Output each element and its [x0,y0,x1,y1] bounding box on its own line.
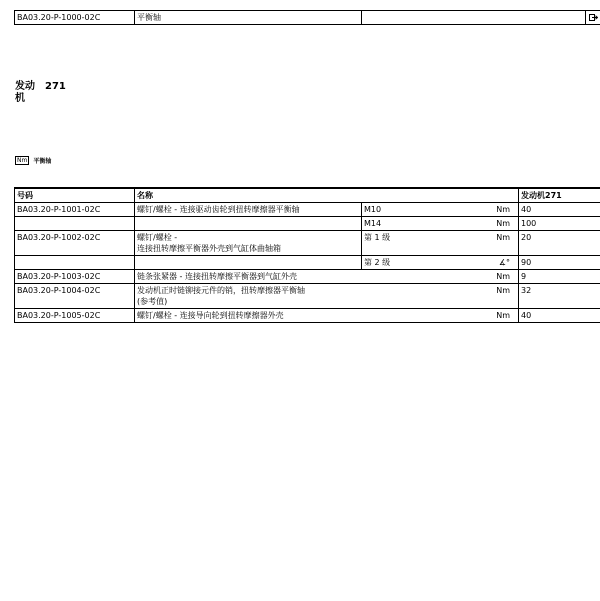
row-qualifier: 第 1 级 [362,231,457,256]
col-header-code: 号码 [15,188,135,203]
row-name-line1: 发动机正时链铆接元件的销，扭转摩擦器平衡轴 [137,286,305,295]
row-name-line2: (参考值) [137,297,168,306]
row-code[interactable]: BA03.20-P-1005-02C [15,309,135,323]
row-code[interactable]: BA03.20-P-1004-02C [15,284,135,309]
row-unit: Nm [457,231,519,256]
row-code[interactable]: BA03.20-P-1003-02C [15,270,135,284]
torque-nm-icon: Nm [17,157,28,164]
row-name [135,217,362,231]
row-code [15,256,135,270]
row-name-line2: 连接扭转摩擦平衡器外壳到气缸体曲轴箱 [137,244,281,253]
header-empty-cell [362,11,586,25]
row-code[interactable]: BA03.20-P-1002-02C [15,231,135,256]
row-value: 32 [519,284,600,309]
col-header-name: 名称 [135,188,519,203]
table-row [15,309,600,323]
row-value: 9 [519,270,600,284]
table-row [15,284,600,309]
engine-label: 发动 [15,81,35,92]
row-name-line1: 螺钉/螺栓 - [137,233,178,242]
table-row [15,217,600,231]
row-value: 20 [519,231,600,256]
table-row [15,256,600,270]
document-link-icon[interactable] [589,14,598,21]
section-title: 平衡轴 [33,158,52,165]
row-qualifier: 第 2 级 [362,256,457,270]
section-header [15,156,51,165]
table-row [15,203,600,217]
row-unit: Nm [457,270,519,284]
row-value: 40 [519,203,600,217]
row-unit: Nm [457,217,519,231]
col-header-engine: 发动机271 [519,188,600,203]
row-unit: Nm [457,203,519,217]
row-qualifier: M10 [362,203,457,217]
row-qualifier: M14 [362,217,457,231]
engine-heading [15,81,66,105]
torque-spec-table [14,187,600,323]
row-name: 螺钉/螺栓 - 连接导向轮到扭转摩擦器外壳 [135,309,457,323]
row-unit: Nm [457,284,519,309]
row-code[interactable]: BA03.20-P-1001-02C [15,203,135,217]
row-name [135,256,362,270]
table-row [15,231,600,256]
engine-number: 271 [45,81,66,92]
row-name [135,284,457,309]
row-value: 90 [519,256,600,270]
row-name: 螺钉/螺栓 - 连接驱动齿轮到扭转摩擦器平衡轴 [135,203,362,217]
row-name: 链条张紧器 - 连接扭转摩擦平衡器到气缸外壳 [135,270,457,284]
engine-label-line2: 机 [15,93,25,104]
document-header-table [14,10,600,25]
table-row [15,270,600,284]
row-name [135,231,362,256]
row-unit-angle: ∡° [457,256,519,270]
doc-title: 平衡轴 [135,11,362,25]
row-code [15,217,135,231]
row-unit: Nm [457,309,519,323]
row-value: 40 [519,309,600,323]
doc-code: BA03.20-P-1000-02C [15,11,135,25]
document-link-cell[interactable] [586,11,600,25]
row-value: 100 [519,217,600,231]
